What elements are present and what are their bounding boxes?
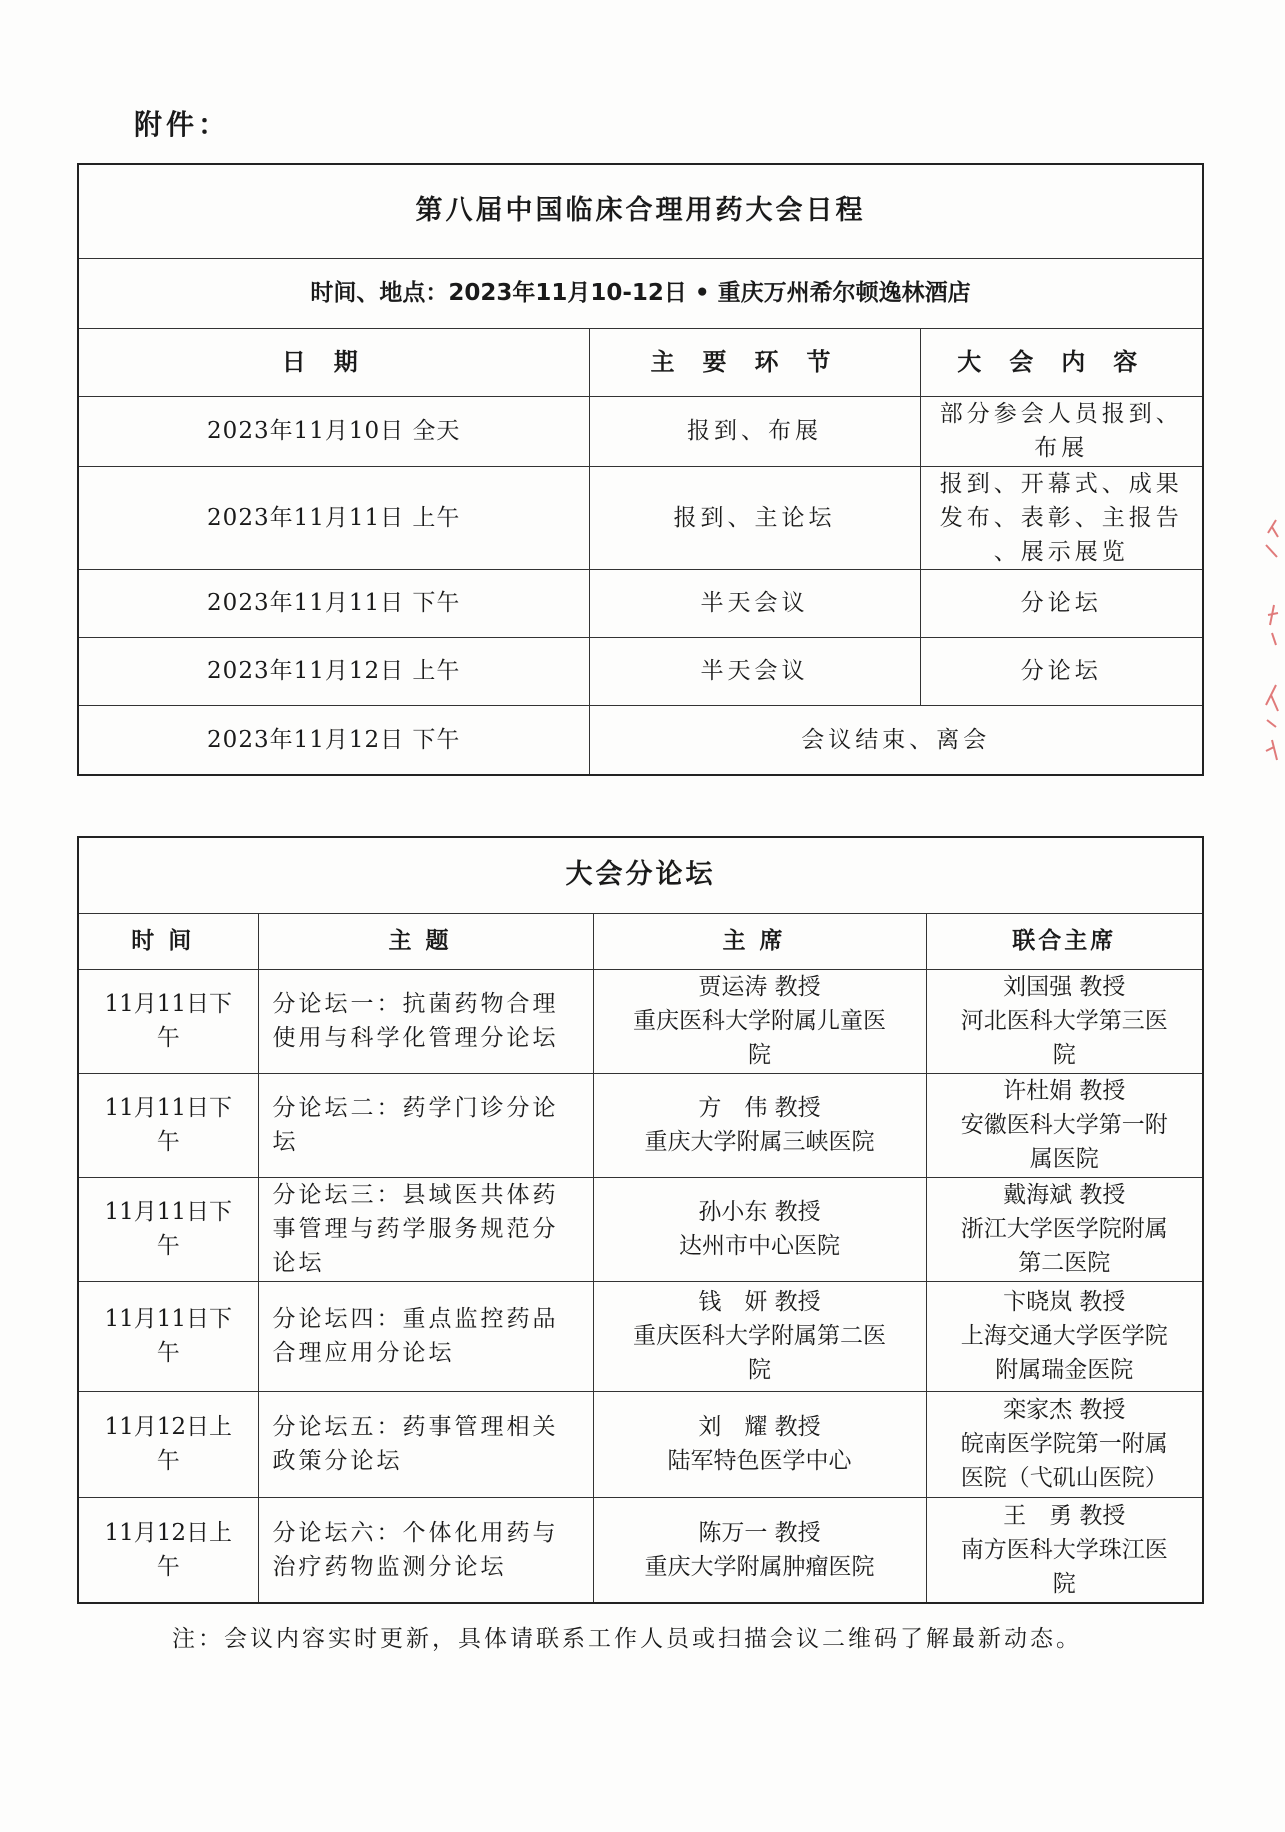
schedule-session: 会议结束、离会 [589,705,1203,775]
forum-row [78,1281,1203,1391]
forum-time: 11月11日下 午 [78,1177,258,1281]
schedule-session: 报到、布展 [589,396,920,466]
forum-topic: 分论坛二：药学门诊分论 坛 [258,1073,593,1177]
schedule-content: 分论坛 [920,637,1203,705]
forum-topic: 分论坛三：县域医共体药 事管理与药学服务规范分 论坛 [258,1177,593,1281]
schedule-date: 2023年11月12日 下午 [78,705,589,775]
schedule-date: 2023年11月12日 上午 [78,637,589,705]
header-time: 时间 [78,913,258,969]
schedule-row [78,466,1203,569]
forum-chair: 方 伟 教授 重庆大学附属三峡医院 [593,1073,926,1177]
schedule-content: 报到、开幕式、成果 发布、表彰、主报告 、展示展览 [920,466,1203,569]
schedule-row [78,637,1203,705]
forum-time: 11月12日上 午 [78,1391,258,1497]
forum-table [77,836,1204,1604]
attachment-label: 附件： [134,108,231,141]
forum-row [78,969,1203,1073]
forum-row [78,1497,1203,1603]
forum-row [78,1391,1203,1497]
header-topic: 主题 [258,913,593,969]
forum-topic: 分论坛四：重点监控药品 合理应用分论坛 [258,1281,593,1391]
forum-time: 11月11日下 午 [78,1281,258,1391]
forum-topic: 分论坛五：药事管理相关 政策分论坛 [258,1391,593,1497]
forum-topic: 分论坛一：抗菌药物合理 使用与科学化管理分论坛 [258,969,593,1073]
header-content: 大会内容 [920,328,1203,396]
schedule-table [77,163,1204,776]
seal-stamp-fragment [1262,515,1280,765]
schedule-date: 2023年11月10日 全天 [78,396,589,466]
schedule-date: 2023年11月11日 下午 [78,569,589,637]
forum-chair: 贾运涛 教授 重庆医科大学附属儿童医 院 [593,969,926,1073]
schedule-row [78,396,1203,466]
forum-title: 大会分论坛 [78,837,1203,913]
forum-row [78,1073,1203,1177]
schedule-content: 部分参会人员报到、 布展 [920,396,1203,466]
schedule-session: 半天会议 [589,569,920,637]
schedule-session: 半天会议 [589,637,920,705]
forum-chair: 钱 妍 教授 重庆医科大学附属第二医 院 [593,1281,926,1391]
forum-co-chair: 戴海斌 教授 浙江大学医学院附属 第二医院 [926,1177,1203,1281]
header-date: 日期 [78,328,589,396]
schedule-content: 分论坛 [920,569,1203,637]
forum-time: 11月11日下 午 [78,1073,258,1177]
header-session: 主要环节 [589,328,920,396]
forum-co-chair: 栾家杰 教授 皖南医学院第一附属 医院（弋矶山医院） [926,1391,1203,1497]
forum-row [78,1177,1203,1281]
footnote: 注：会议内容实时更新，具体请联系工作人员或扫描会议二维码了解最新动态。 [172,1626,1082,1652]
forum-chair: 陈万一 教授 重庆大学附属肿瘤医院 [593,1497,926,1603]
header-chair: 主席 [593,913,926,969]
header-co-chair: 联合主席 [926,913,1203,969]
forum-time: 11月12日上 午 [78,1497,258,1603]
forum-chair: 孙小东 教授 达州市中心医院 [593,1177,926,1281]
forum-topic: 分论坛六：个体化用药与 治疗药物监测分论坛 [258,1497,593,1603]
schedule-row [78,569,1203,637]
schedule-row [78,705,1203,775]
schedule-title: 第八届中国临床合理用药大会日程 [78,164,1203,258]
schedule-time-location: 时间、地点：2023年11月10-12日 • 重庆万州希尔顿逸林酒店 [78,258,1203,328]
schedule-date: 2023年11月11日 上午 [78,466,589,569]
forum-co-chair: 王 勇 教授 南方医科大学珠江医 院 [926,1497,1203,1603]
forum-co-chair: 卞晓岚 教授 上海交通大学医学院 附属瑞金医院 [926,1281,1203,1391]
forum-chair: 刘 耀 教授 陆军特色医学中心 [593,1391,926,1497]
forum-co-chair: 许杜娟 教授 安徽医科大学第一附 属医院 [926,1073,1203,1177]
forum-time: 11月11日下 午 [78,969,258,1073]
forum-co-chair: 刘国强 教授 河北医科大学第三医 院 [926,969,1203,1073]
schedule-session: 报到、主论坛 [589,466,920,569]
